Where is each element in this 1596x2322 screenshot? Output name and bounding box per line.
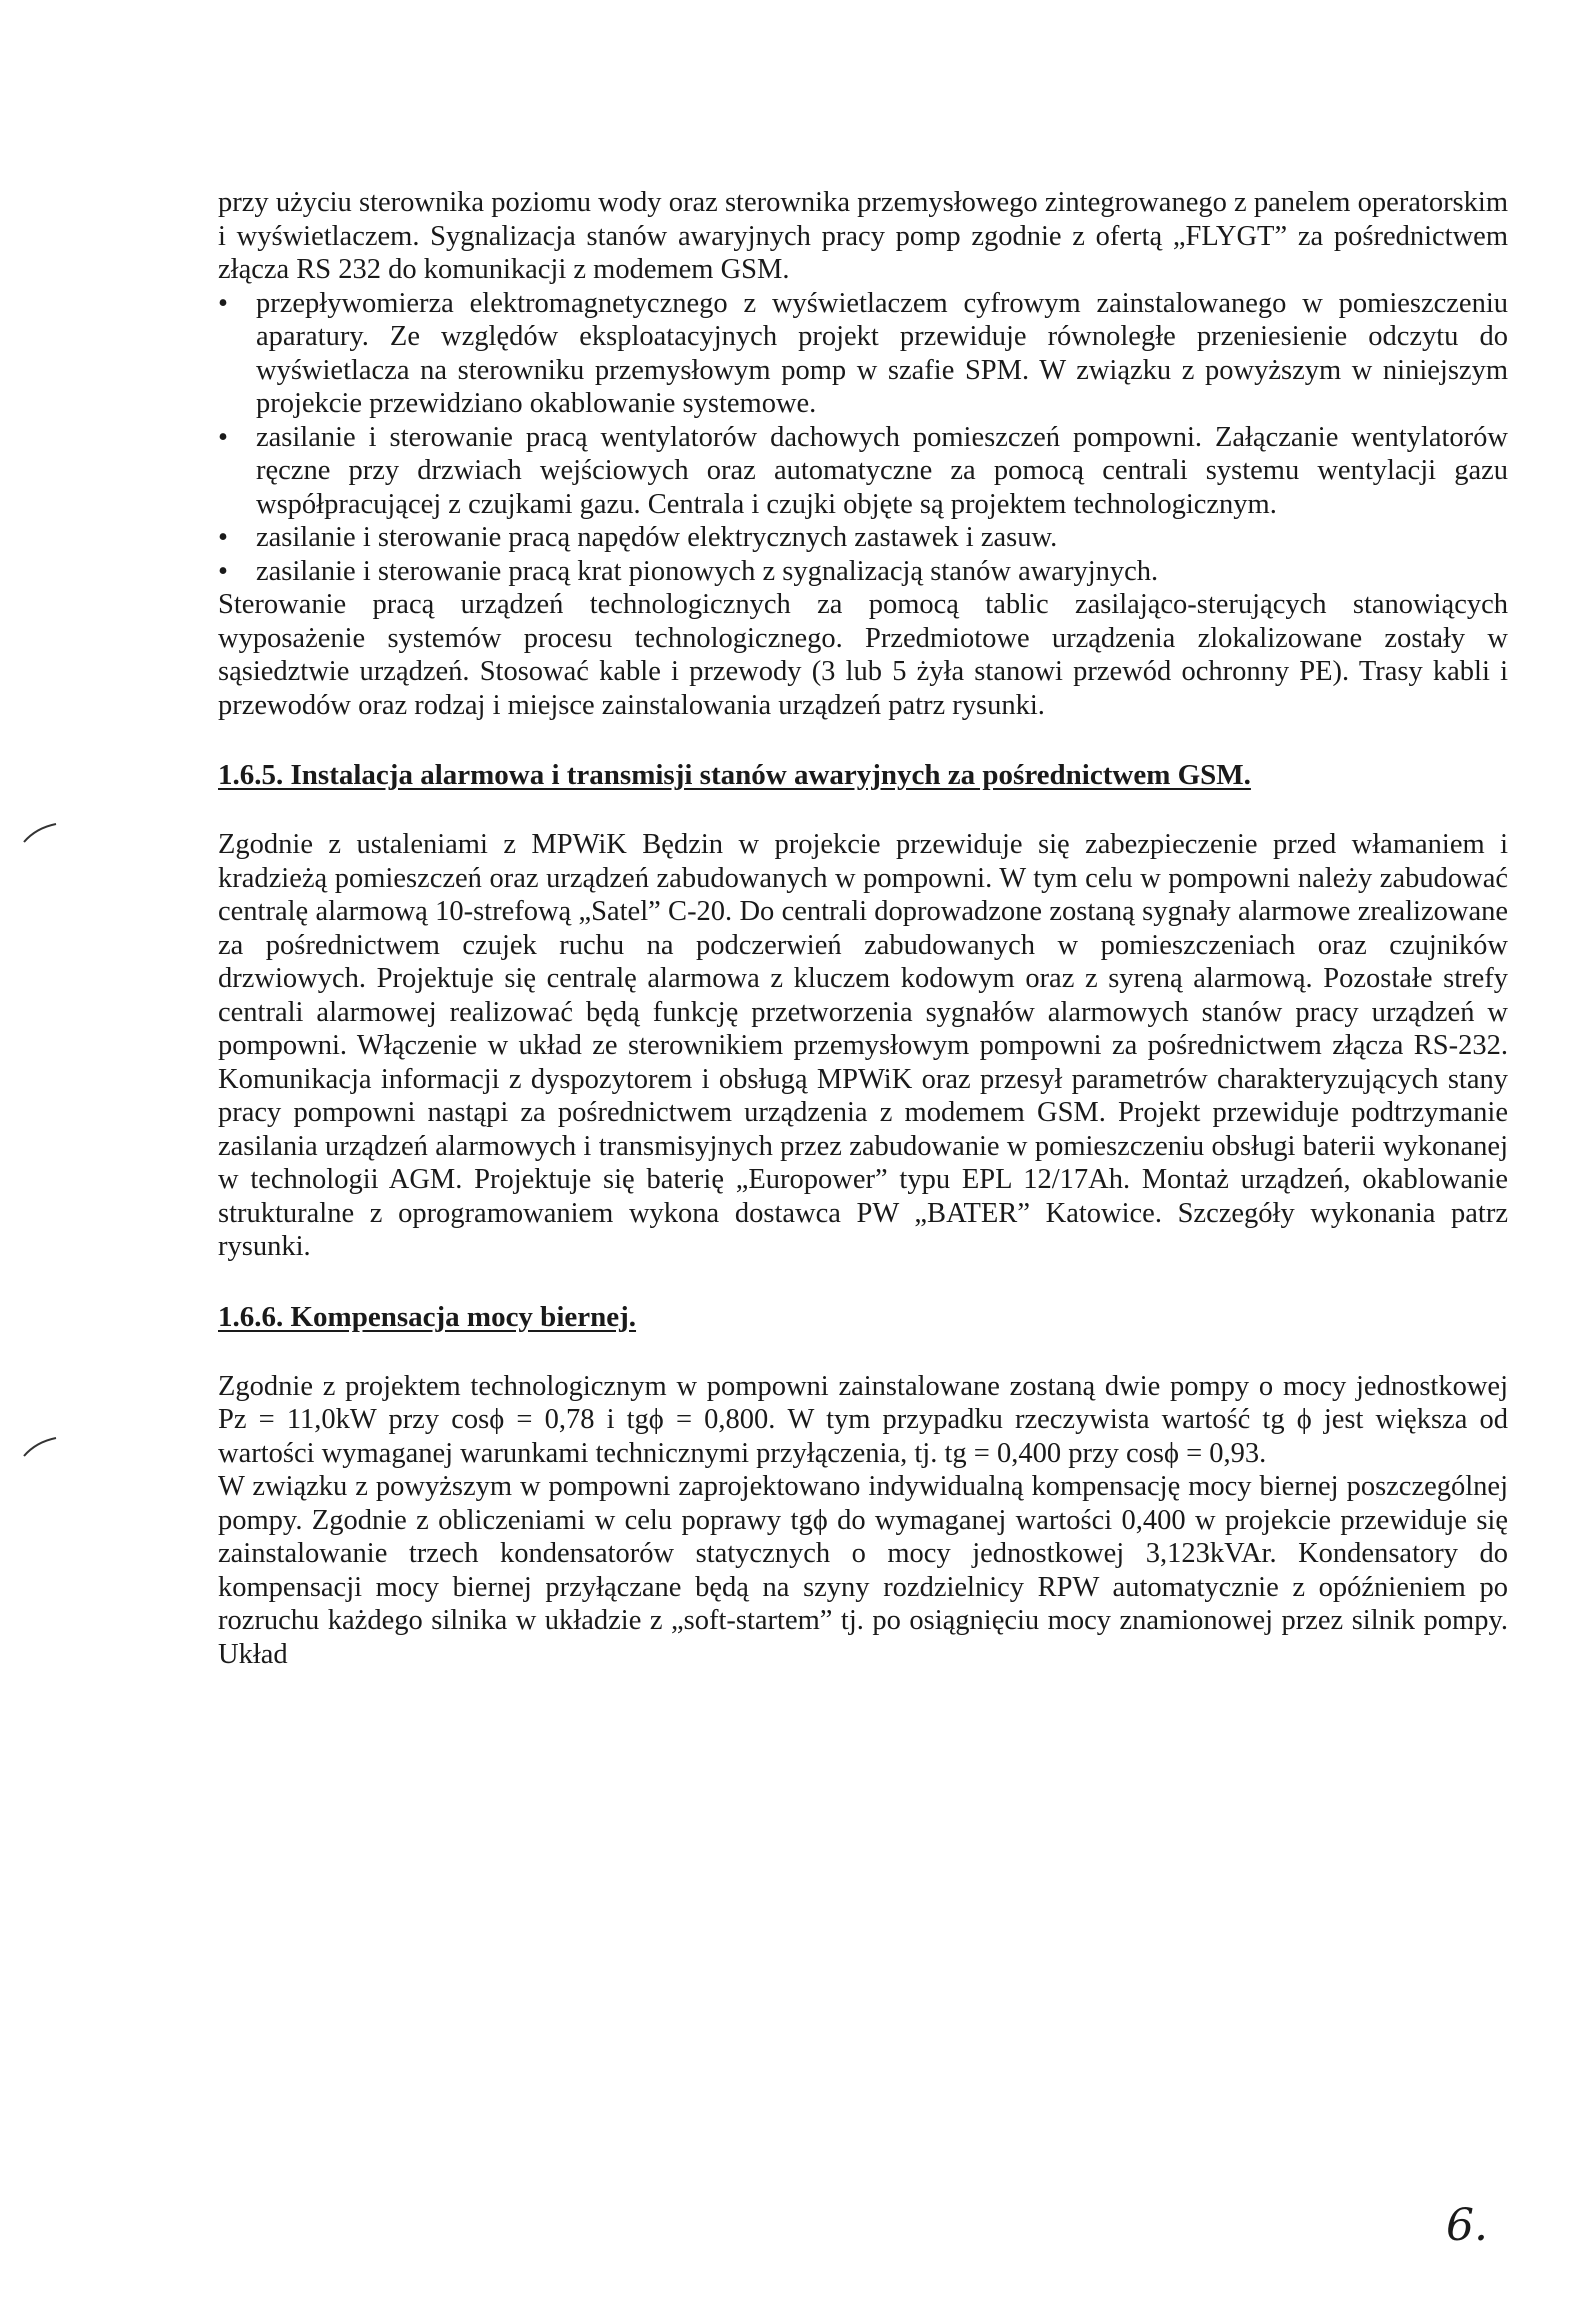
list-item-text: przepływomierza elektromagnetycznego z wyświetlaczem cyfrowym zainstalowanego w pomieszczeniu aparatury. Ze względów eksploatacyjnych projekt przewiduje równoległe przeniesienie odczytu do wyświetlacza na sterowniku przemysłowym pomp w szafie SPM. W związku z powyższym w niniejszym projekcie przewidziano okablowanie systemowe. <box>256 287 1508 419</box>
bullet-icon: • <box>218 555 228 587</box>
compensation-paragraph-1: Zgodnie z projektem technologicznym w pompowni zainstalowane zostaną dwie pompy o mocy jednostkowej Pz = 11,0kW przy cosϕ = 0,78 i tgϕ = 0,800. W tym przypadku rzeczywista wartość tg ϕ jest większa od wartości wymaganej warunkami technicznymi przyłączenia, tj. tg = 0,400 przy cosϕ = 0,93. <box>218 1370 1508 1469</box>
control-paragraph: Sterowanie pracą urządzeń technologicznych za pomocą tablic zasilająco-sterujących stanowiących wyposażenie systemów procesu technologicznego. Przedmiotowe urządzenia zlokalizowane zostały w sąsiedztwie urządzeń. Stosować kable i przewody (3 lub 5 żyła stanowi przewód ochronny PE). Trasy kabli i przewodów oraz rodzaj i miejsce zainstalowania urządzeń patrz rysunki. <box>218 589 1508 721</box>
list-item <box>218 421 1508 522</box>
intro-paragraph: przy użyciu sterownika poziomu wody oraz sterownika przemysłowego zintegrowanego z panelem operatorskim i wyświetlaczem. Sygnalizacja stanów awaryjnych pracy pomp zgodnie z ofertą „FLYGT” za pośrednictwem złącza RS 232 do komunikacji z modemem GSM. <box>218 187 1508 285</box>
document-body <box>218 186 1508 1671</box>
list-item <box>218 555 1508 589</box>
alarm-paragraph: Zgodnie z ustaleniami z MPWiK Będzin w projekcie przewiduje się zabezpieczenie przed włamaniem i kradzieżą pomieszczeń oraz urządzeń zabudowanych w pompowni. W tym celu w pompowni należy zabudować centralę alarmową 10-strefową „Satel” C-20. Do centrali doprowadzone zostaną sygnały alarmowe zrealizowane za pośrednictwem czujek ruchu na podczerwień zabudowanych w pomieszczeniach oraz czujników drzwiowych. Projektuje się centralę alarmowa z kluczem kodowym oraz z syreną alarmową. Pozostałe strefy centrali alarmowej realizować będą funkcję przetworzenia sygnałów alarmowych stanów pracy urządzeń w pompowni. Włączenie w układ ze sterownikiem przemysłowym pompowni za pośrednictwem złącza RS-232. Komunikacja informacji z dyspozytorem i obsługą MPWiK oraz przesył parametrów charakteryzujących stany pracy pompowni nastąpi za pośrednictwem urządzenia z modemem GSM. Projekt przewiduje podtrzymanie zasilania urządzeń alarmowych i transmisyjnych przez zabudowanie w pomieszczeniu obsługi baterii wykonanej w technologii AGM. Projektuje się baterię „Europower” typu EPL 12/17Ah. Montaż urządzeń, okablowanie strukturalne z oprogramowaniem wykona dostawca PW „BATER” Katowice. Szczegóły wykonania patrz rysunki. <box>218 829 1508 1262</box>
bullet-icon: • <box>218 522 228 553</box>
compensation-paragraph-2: W związku z powyższym w pompowni zaprojektowano indywidualną kompensację mocy biernej poszczególnej pompy. Zgodnie z obliczeniami w celu poprawy tgϕ do wymaganej wartości 0,400 w projekcie przewiduje się zainstalowanie trzech kondensatorów statycznych o mocy jednostkowej 3,123kVAr. Kondensatory do kompensacji mocy biernej przyłączane będą na szyny rozdzielnicy RPW automatycznie z opóźnieniem po rozruchu każdego silnika w układzie z „soft-startem” tj. po osiągnięciu mocy znamionowej przez silnik pompy. Układ <box>218 1471 1508 1670</box>
margin-tick-mark <box>22 822 58 846</box>
bullet-icon: • <box>218 421 228 453</box>
bullet-list <box>218 287 1508 589</box>
list-item <box>218 521 1508 555</box>
margin-tick-mark <box>22 1436 58 1460</box>
section-heading-1-6-5: 1.6.5. Instalacja alarmowa i transmisji stanów awaryjnych za pośrednictwem GSM. <box>218 759 1251 791</box>
page-number: 6. <box>1446 2200 1488 2251</box>
list-item-text: zasilanie i sterowanie pracą napędów elektrycznych zastawek i zasuw. <box>256 522 1058 553</box>
list-item <box>218 287 1508 421</box>
list-item-text: zasilanie i sterowanie pracą krat pionowych z sygnalizacją stanów awaryjnych. <box>256 555 1159 587</box>
bullet-icon: • <box>218 287 228 319</box>
section-heading-1-6-6: 1.6.6. Kompensacja mocy biernej. <box>218 1300 637 1333</box>
list-item-text: zasilanie i sterowanie pracą wentylatorów dachowych pomieszczeń pompowni. Załączanie wentylatorów ręczne przy drzwiach wejściowych oraz automatyczne za pomocą centrali systemu wentylacji gazu współpracującej z czujkami gazu. Centrala i czujki objęte są projektem technologicznym. <box>256 421 1508 520</box>
